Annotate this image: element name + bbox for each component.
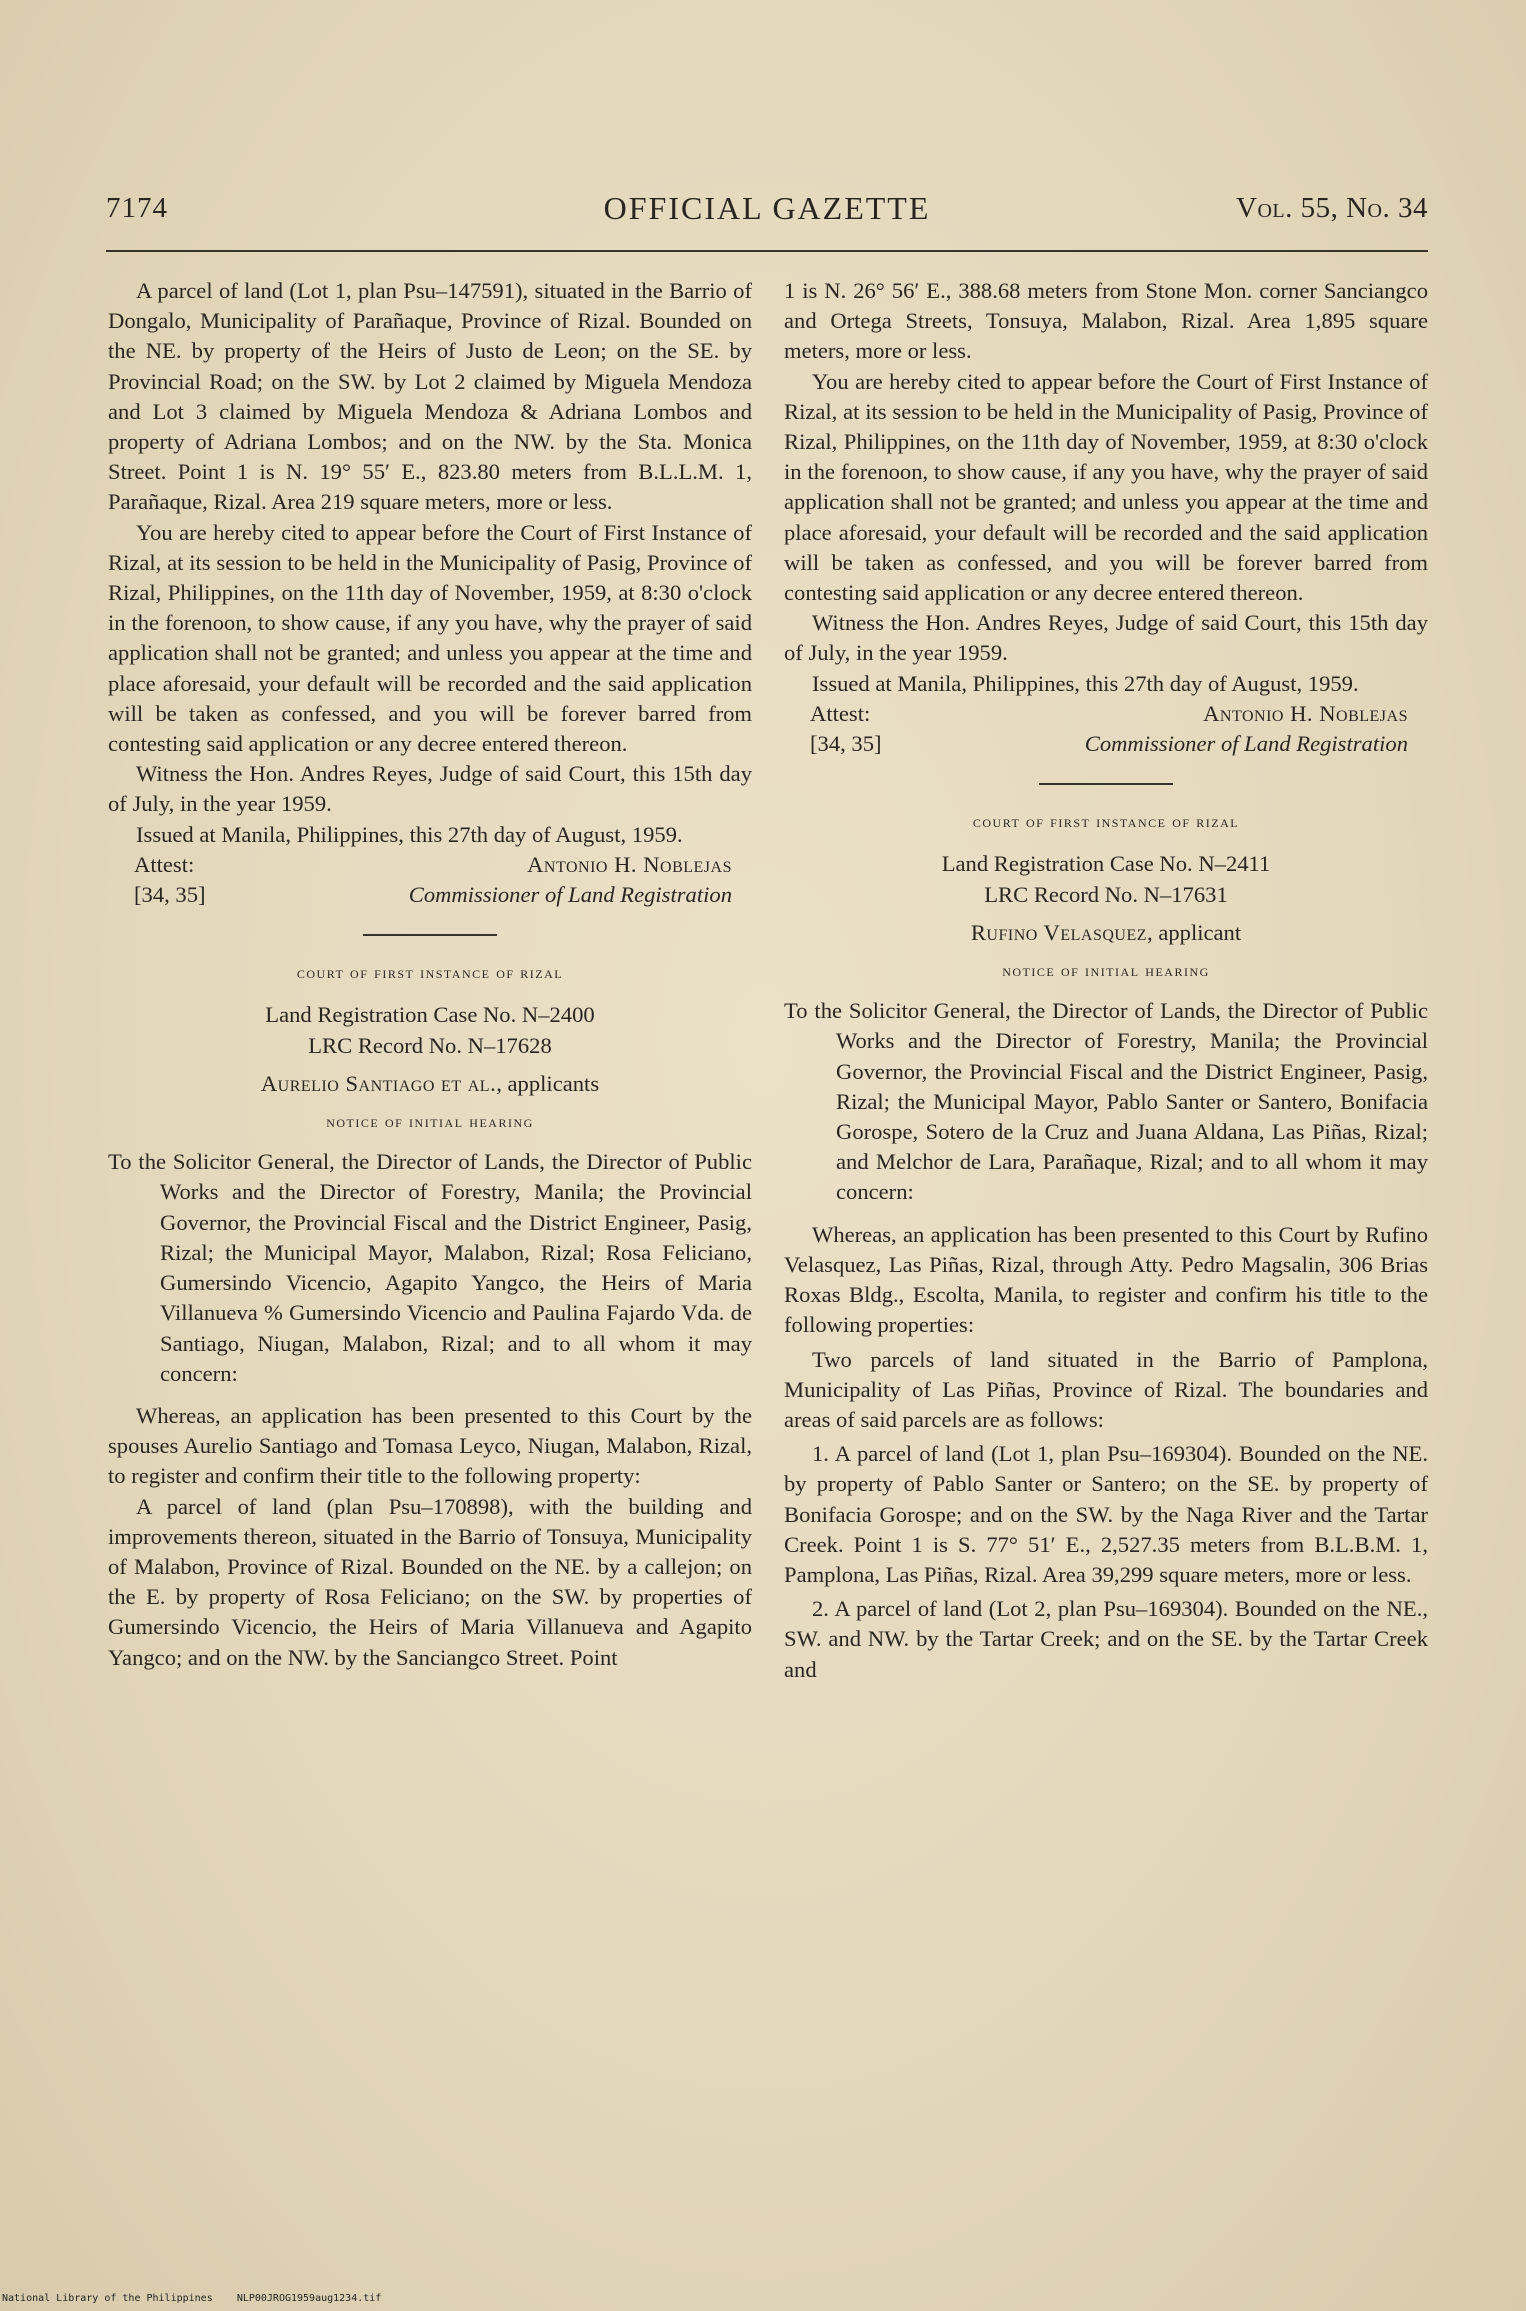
addressee-paragraph: To the Solicitor General, the Director of Lands, the Director of Public Works and the Director of Forestry, Manila; the Provincial Governor, the Provincial Fiscal and the District Engineer, Pasig, Rizal; the Municipal Mayor, Pablo Santer or Santero, Bonifacia Gorospe, Sotero de la Cruz and Juana Aldana, Las Piñas, Rizal; and Melchor de Lara, Parañaque, Rizal; and to all whom it may concern: bbox=[784, 998, 1428, 1205]
scan-filename: NLP00JROG1959aug1234.tif bbox=[236, 2293, 382, 2304]
citation-paragraph: You are hereby cited to appear before the Court of First Instance of Rizal, at its session to be held in the Municipality of Pasig, Province of Rizal, Philippines, on the 11th day of November, 1959, at 8:30 o'clock in the forenoon, to show cause, if any you have, why the prayer of said application shall not be granted; and unless you appear at the time and place aforesaid, your default will be recorded and the said application will be taken as confessed, and you will be forever barred from contesting said application or any decree entered thereon. bbox=[784, 368, 1428, 606]
reference-number: [34, 35] bbox=[134, 882, 206, 908]
court-heading: court of first instance of rizal bbox=[296, 963, 564, 983]
left-column bbox=[108, 276, 752, 1673]
property-paragraph: A parcel of land (plan Psu–170898), with the building and improvements thereon, situated in the Barrio of Tonsuya, Municipality of Malabon, Province of Rizal. Bounded on the NE. by a callejon; on the E. by property of Rosa Feliciano; on the SW. by properties of Gumersindo Vicencio, the Heirs of Maria Villanueva and Agapito Yangco; and on the NW. by the Sanciangco Street. Point bbox=[108, 1493, 752, 1670]
applicant-suffix: , applicant bbox=[1147, 919, 1242, 945]
attest-label: Attest: bbox=[134, 851, 195, 877]
parcel-description: A parcel of land (Lot 1, plan Psu–147591), situated in the Barrio of Dongalo, Municipality of Parañaque, Province of Rizal. Bounded on the NE. by property of the Heirs of Justo de Leon; on the SE. by Provincial Road; on the SW. by Lot 2 claimed by Miguela Mendoza and Lot 3 claimed by Miguela Mendoza & Adriana Lombos and property of Adriana Lombos; and on the NW. by the Sta. Monica Street. Point 1 is N. 19° 55′ E., 823.80 meters from B.L.L.M. 1, Parañaque, Rizal. Area 219 square meters, more or less. bbox=[108, 278, 752, 515]
lrc-record: LRC Record No. N–17628 bbox=[308, 1032, 552, 1058]
section-divider bbox=[363, 934, 497, 936]
volume-issue: Vol. 55, No. 34 bbox=[1236, 192, 1428, 224]
applicant-suffix: , applicants bbox=[496, 1070, 600, 1096]
attest-name: Antonio H. Noblejas bbox=[527, 851, 732, 877]
applicant-line bbox=[784, 918, 1428, 948]
case-number: Land Registration Case No. N–2411 bbox=[941, 851, 1271, 877]
issued-paragraph: Issued at Manila, Philippines, this 27th day of August, 1959. bbox=[812, 670, 1359, 696]
parcels-intro: Two parcels of land situated in the Barrio of Pamplona, Municipality of Las Piñas, Province of Rizal. The boundaries and areas of said parcels are as follows: bbox=[784, 1346, 1428, 1432]
lrc-record: LRC Record No. N–17631 bbox=[984, 881, 1228, 907]
application-paragraph: Whereas, an application has been presented to this Court by the spouses Aurelio Santiago and Tomasa Leyco, Niugan, Malabon, Rizal, to register and confirm their title to the following property: bbox=[108, 1402, 752, 1489]
court-heading: court of first instance of rizal bbox=[972, 812, 1240, 832]
attest-label: Attest: bbox=[810, 700, 871, 726]
application-paragraph: Whereas, an application has been presented to this Court by Rufino Velasquez, Las Piñas, Rizal, through Atty. Pedro Magsalin, 306 Brias Roxas Bldg., Escolta, Manila, to register and confirm his title to the following properties: bbox=[784, 1221, 1428, 1338]
attest-name: Antonio H. Noblejas bbox=[1203, 700, 1408, 726]
header-rule bbox=[106, 250, 1428, 252]
parcel-continuation: 1 is N. 26° 56′ E., 388.68 meters from Stone Mon. corner Sanciangco and Ortega Streets, Tonsuya, Malabon, Rizal. Area 1,895 square meters, more or less. bbox=[784, 278, 1428, 364]
page-header bbox=[106, 192, 1428, 236]
reference-number: [34, 35] bbox=[810, 731, 882, 757]
attest-line bbox=[784, 699, 1428, 729]
case-number: Land Registration Case No. N–2400 bbox=[265, 1002, 595, 1028]
parcel-2-description: 2. A parcel of land (Lot 2, plan Psu–169304). Bounded on the NE., SW. and NW. by the Tartar Creek; and on the SE. by the Tartar Creek and bbox=[784, 1596, 1428, 1682]
right-column bbox=[784, 276, 1428, 1685]
attest-title-line bbox=[784, 729, 1428, 759]
attest-title: Commissioner of Land Registration bbox=[1084, 731, 1408, 757]
section-divider bbox=[1039, 783, 1173, 785]
notice-heading: notice of initial hearing bbox=[1002, 961, 1210, 981]
publication-title: OFFICIAL GAZETTE bbox=[603, 190, 931, 226]
notice-heading: notice of initial hearing bbox=[326, 1112, 534, 1132]
applicant-name: Rufino Velasquez bbox=[970, 919, 1148, 945]
scan-footer bbox=[2, 2293, 381, 2304]
attest-title: Commissioner of Land Registration bbox=[408, 882, 732, 908]
applicant-line bbox=[108, 1069, 752, 1099]
library-credit: National Library of the Philippines bbox=[2, 2293, 213, 2304]
issued-paragraph: Issued at Manila, Philippines, this 27th day of August, 1959. bbox=[136, 821, 683, 847]
attest-title-line bbox=[108, 880, 752, 910]
witness-paragraph: Witness the Hon. Andres Reyes, Judge of said Court, this 15th day of July, in the year 1959. bbox=[784, 610, 1428, 666]
citation-paragraph: You are hereby cited to appear before the Court of First Instance of Rizal, at its session to be held in the Municipality of Pasig, Province of Rizal, Philippines, on the 11th day of November, 1959, at 8:30 o'clock in the forenoon, to show cause, if any you have, why the prayer of said application shall not be granted; and unless you appear at the time and place aforesaid, your default will be recorded and the said application will be taken as confessed, and you will be forever barred from contesting said application or any decree entered thereon. bbox=[108, 519, 752, 757]
applicant-name: Aurelio Santiago et al. bbox=[260, 1070, 497, 1096]
attest-line bbox=[108, 850, 752, 880]
parcel-1-description: 1. A parcel of land (Lot 1, plan Psu–169304). Bounded on the NE. by property of Pablo Santer or Santero; on the SE. by property of Bonifacia Gorospe; and on the SW. by the Naga River and the Tartar Creek. Point 1 is S. 77° 51′ E., 2,527.35 meters from B.L.B.M. 1, Pamplona, Las Piñas, Rizal. Area 39,299 square meters, more or less. bbox=[784, 1441, 1428, 1587]
page-number: 7174 bbox=[106, 192, 168, 224]
witness-paragraph: Witness the Hon. Andres Reyes, Judge of said Court, this 15th day of July, in the year 1959. bbox=[108, 761, 752, 817]
addressee-paragraph: To the Solicitor General, the Director of Lands, the Director of Public Works and the Director of Forestry, Manila; the Provincial Governor, the Provincial Fiscal and the District Engineer, Pasig, Rizal; the Municipal Mayor, Malabon, Rizal; Rosa Feliciano, Gumersindo Vicencio, Agapito Yangco, the Heirs of Maria Villanueva % Gumersindo Vicencio and Paulina Fajardo Vda. de Santiago, Niugan, Malabon, Rizal; and to all whom it may concern: bbox=[108, 1149, 752, 1386]
